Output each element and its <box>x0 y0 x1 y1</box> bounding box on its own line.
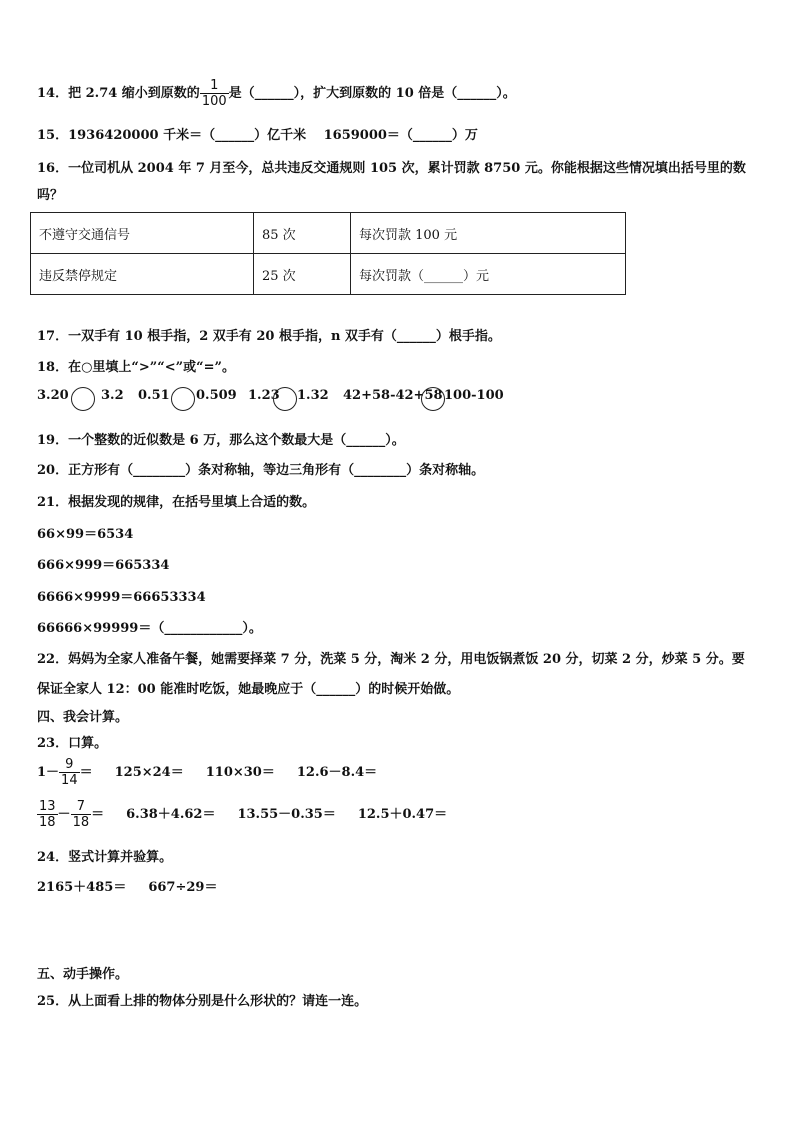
written-calc-row: 2165＋485＝ 667÷29＝ <box>37 880 218 895</box>
table-row <box>31 254 626 295</box>
question-22-line1: 22．妈妈为全家人准备午餐，她需要择菜 7 分，洗菜 5 分，淘米 2 分，用电饭锅煮饭 20 分，切菜 2 分，炒菜 5 分。要 <box>37 652 745 667</box>
fraction-9-14: $\frac{9}{14}$ <box>61 757 78 788</box>
question-23-title: 23．口算。 <box>37 736 108 751</box>
compare-left-3: 1.23 <box>248 388 280 403</box>
mental-math-row-1: 1－ $\frac{9}{14}$ ＝ 125×24＝ 110×30＝ 12.6－8.4＝ <box>37 757 378 788</box>
question-18-title: 18．在○里填上“>”“<”或“=”。 <box>37 360 235 375</box>
table-cell: 不遵守交通信号 <box>31 213 254 254</box>
question-16-line2: 吗？ <box>37 188 64 203</box>
compare-circle-3[interactable] <box>273 387 297 411</box>
q14-text-pre: 14．把 2.74 缩小到原数的 <box>37 86 200 101</box>
compare-left-2: 0.51 <box>138 388 170 403</box>
compare-left-1: 3.20 <box>37 388 69 403</box>
compare-right-4: 100-100 <box>444 388 504 403</box>
table-cell: 每次罚款（______）元 <box>351 254 626 295</box>
compare-left-4: 42+58-42+58 <box>343 388 443 403</box>
mental-math-row-2: $\frac{13}{18}$ － $\frac{7}{18}$ ＝ 6.38＋4.62＝ 13.55－0.35＝ 12.5＋0.47＝ <box>39 799 448 830</box>
question-16-line1: 16．一位司机从 2004 年 7 月至今，总共违反交通规则 105 次，累计罚款 8750 元。你能根据这些情况填出括号里的数 <box>37 161 746 176</box>
pattern-line-2: 666×999＝665334 <box>37 558 170 573</box>
compare-circle-1[interactable] <box>71 387 95 411</box>
question-14 <box>37 78 516 109</box>
compare-right-3: 1.32 <box>297 388 329 403</box>
question-15: 15．1936420000 千米＝（______）亿千米 1659000＝（______）万 <box>37 128 478 143</box>
table-cell: 每次罚款 100 元 <box>351 213 626 254</box>
question-22-line2: 保证全家人 12：00 能准时吃饭，她最晚应于（______）的时候开始做。 <box>37 682 460 697</box>
pattern-line-1: 66×99＝6534 <box>37 527 134 542</box>
q14-text-post: 是（______），扩大到原数的 10 倍是（______）。 <box>228 86 516 101</box>
table-cell: 85 次 <box>254 213 351 254</box>
pattern-line-3: 6666×9999＝66653334 <box>37 590 206 605</box>
question-25: 25．从上面看上排的物体分别是什么形状的？请连一连。 <box>37 994 368 1009</box>
question-19: 19．一个整数的近似数是 6 万，那么这个数最大是（______）。 <box>37 433 405 448</box>
fraction-13-18: $\frac{13}{18}$ <box>39 799 56 830</box>
question-21-title: 21．根据发现的规律，在括号里填上合适的数。 <box>37 495 316 510</box>
table-row <box>31 213 626 254</box>
compare-circle-2[interactable] <box>171 387 195 411</box>
compare-circle-4[interactable] <box>421 387 445 411</box>
question-24-title: 24．竖式计算并验算。 <box>37 850 173 865</box>
question-20: 20．正方形有（________）条对称轴，等边三角形有（________）条对称轴。 <box>37 463 485 478</box>
section-4-heading: 四、我会计算。 <box>37 710 129 725</box>
compare-right-2: 0.509 <box>196 388 237 403</box>
table-cell: 违反禁停规定 <box>31 254 254 295</box>
fraction-1-100: $\frac{1}{100}$ <box>201 78 227 109</box>
question-17: 17．一双手有 10 根手指，2 双手有 20 根手指，n 双手有（______）根手指。 <box>37 329 501 344</box>
pattern-line-4: 66666×99999＝（____________）。 <box>37 621 262 636</box>
fine-table <box>30 212 626 295</box>
table-cell: 25 次 <box>254 254 351 295</box>
section-5-heading: 五、动手操作。 <box>37 967 129 982</box>
compare-right-1: 3.2 <box>101 388 124 403</box>
fraction-7-18: $\frac{7}{18}$ <box>72 799 90 830</box>
